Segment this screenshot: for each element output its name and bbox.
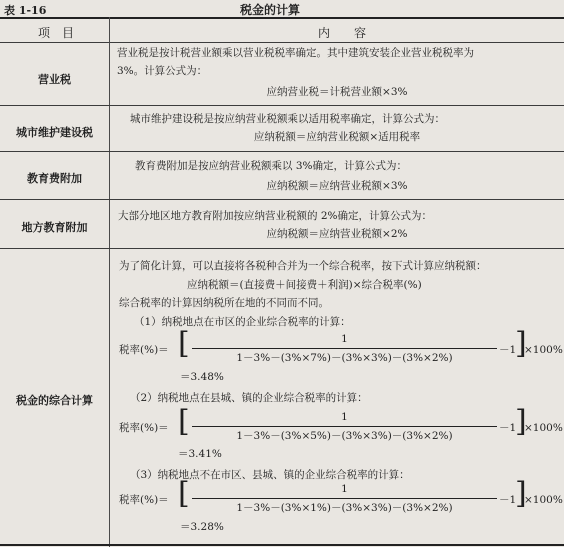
edu-surcharge-formula: 应纳税额＝应纳营业税额×3% — [266, 180, 408, 192]
case3-left-bracket: [ — [178, 476, 190, 511]
case3-denominator: 1－3%－(3%×1%)－(3%×3%)－(3%×2%) — [236, 502, 453, 514]
row-item-urban-tax: 城市维护建设税 — [16, 126, 93, 139]
case1-fraction-bar — [192, 348, 497, 349]
case1-denominator: 1－3%－(3%×7%)－(3%×3%)－(3%×2%) — [236, 352, 453, 364]
case1-title: （1）纳税地点在市区的企业综合税率的计算： — [134, 316, 351, 328]
case2-result: ＝3.41% — [178, 448, 222, 460]
business-tax-text-2: 3%。计算公式为： — [117, 65, 208, 77]
case2-minus-one: －1 — [499, 422, 517, 434]
case3-title: （3）纳税地点不在市区、县城、镇的企业综合税率的计算： — [130, 469, 410, 481]
header-content: 内 容 — [318, 26, 367, 40]
header-rule — [0, 42, 564, 43]
case2-numerator: 1 — [341, 411, 348, 423]
urban-tax-formula: 应纳税额＝应纳营业税额×适用税率 — [253, 131, 421, 143]
case3-right-bracket: ] — [515, 476, 527, 511]
case1-left-bracket: [ — [178, 326, 190, 361]
business-tax-text-1: 营业税是按计税营业额乘以营业税税率确定。其中建筑安装企业营业税税率为 — [117, 47, 474, 59]
combined-note: 综合税率的计算因纳税所在地的不同而不同。 — [119, 297, 329, 309]
row-rule-2 — [0, 151, 564, 152]
combined-formula: 应纳税额＝(直接费＋间接费＋利润)×综合税率(%) — [187, 279, 422, 291]
edu-surcharge-text-1: 教育费附加是按应纳营业税额乘以 3%确定，计算公式为： — [135, 160, 407, 172]
combined-intro: 为了简化计算，可以直接将各税种合并为一个综合税率，按下式计算应纳税额： — [119, 260, 487, 272]
row-item-edu-surcharge: 教育费附加 — [27, 172, 82, 185]
case1-numerator: 1 — [341, 333, 348, 345]
case3-result: ＝3.28% — [180, 521, 224, 533]
row-rule-4 — [0, 248, 564, 249]
case2-right-bracket: ] — [515, 404, 527, 439]
case2-denominator: 1－3%－(3%×5%)－(3%×3%)－(3%×2%) — [236, 430, 453, 442]
row-rule-1 — [0, 105, 564, 106]
bottom-rule — [0, 544, 564, 546]
row-item-business-tax: 营业税 — [38, 73, 71, 86]
header-item: 项 目 — [38, 26, 75, 40]
case3-lhs: 税率(%)＝ — [119, 494, 169, 506]
case2-fraction-bar — [192, 426, 497, 427]
table-title: 税金的计算 — [240, 3, 301, 17]
case2-title: （2）纳税地点在县城、镇的企业综合税率的计算： — [130, 392, 368, 404]
case2-times: ×100% — [524, 422, 563, 434]
local-edu-formula: 应纳税额＝应纳营业税额×2% — [266, 228, 408, 240]
top-rule — [0, 17, 564, 19]
case1-minus-one: －1 — [499, 344, 517, 356]
case1-fraction — [192, 333, 497, 365]
case3-minus-one: －1 — [499, 494, 517, 506]
case1-right-bracket: ] — [515, 326, 527, 361]
urban-tax-text-1: 城市维护建设税是按应纳营业税额乘以适用税率确定，计算公式为： — [130, 113, 445, 125]
case2-lhs: 税率(%)＝ — [119, 422, 169, 434]
case3-fraction — [192, 483, 497, 515]
case3-times: ×100% — [524, 494, 563, 506]
case3-numerator: 1 — [341, 483, 348, 495]
row-item-local-edu: 地方教育附加 — [21, 221, 88, 234]
case2-left-bracket: [ — [178, 404, 190, 439]
local-edu-text-1: 大部分地区地方教育附加按应纳营业税额的 2%确定，计算公式为： — [118, 210, 432, 222]
row-rule-3 — [0, 199, 564, 200]
case3-fraction-bar — [192, 498, 497, 499]
row-item-combined: 税金的综合计算 — [16, 394, 93, 407]
case1-lhs: 税率(%)＝ — [119, 344, 169, 356]
case1-times: ×100% — [524, 344, 563, 356]
table-number: 表 1-16 — [4, 4, 47, 17]
business-tax-formula: 应纳营业税＝计税营业额×3% — [266, 86, 408, 98]
case2-fraction — [192, 411, 497, 443]
case1-result: ＝3.48% — [180, 371, 224, 383]
